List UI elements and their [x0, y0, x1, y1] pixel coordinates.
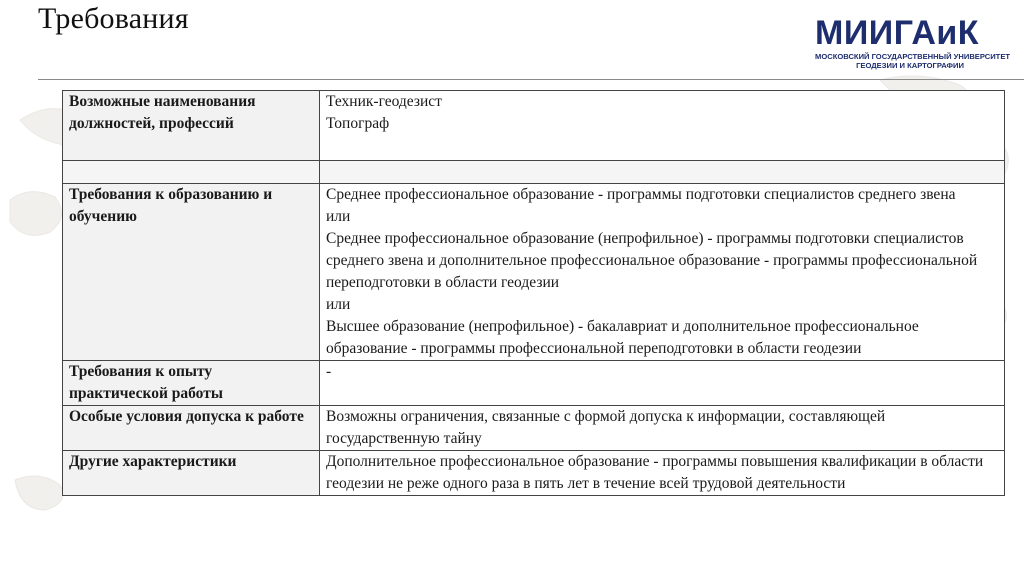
value-line: или [326, 208, 351, 225]
table-row [63, 361, 1005, 406]
logo-subtitle-line-1: МОСКОВСКИЙ ГОСУДАРСТВЕННЫЙ УНИВЕРСИТЕТ [815, 52, 1011, 61]
logo-subtitle [815, 52, 1011, 70]
value-line: Дополнительное профессиональное образование - программы повышения квалификации в области геодезии не реже одного раза в пять лет в течение всей трудовой деятельности [326, 453, 984, 492]
table-row [63, 451, 1005, 496]
row-label: Другие характеристики [63, 451, 320, 496]
slide-title: Требования [38, 2, 189, 35]
value-line: или [326, 296, 351, 313]
row-label: Требования к образованию и обучению [63, 184, 320, 361]
value-line: Техник-геодезист [326, 93, 442, 110]
value-line: Возможны ограничения, связанные с формой допуска к информации, составляющей государственную тайну [326, 408, 886, 447]
value-line: Высшее образование (непрофильное) - бакалавриат и дополнительное профессиональное образование - программы профессиональной переподготовки в области геодезии [326, 318, 919, 357]
row-value [320, 451, 1005, 496]
row-label: Возможные наименования должностей, профессий [63, 91, 320, 161]
university-logo [815, 14, 1011, 70]
row-value [320, 361, 1005, 406]
value-line: Топограф [326, 115, 390, 132]
logo-subtitle-line-2: ГЕОДЕЗИИ И КАРТОГРАФИИ [856, 61, 964, 70]
value-line: - [326, 363, 332, 380]
table-row [63, 406, 1005, 451]
title-divider [38, 79, 1024, 80]
row-value [320, 406, 1005, 451]
row-value [320, 184, 1005, 361]
row-value [320, 91, 1005, 161]
requirements-table [62, 90, 1005, 496]
value-line: Среднее профессиональное образование - программы подготовки специалистов среднего звена [326, 186, 956, 203]
row-label: Требования к опыту практической работы [63, 361, 320, 406]
value-line: Среднее профессиональное образование (непрофильное) - программы подготовки специалистов среднего звена и дополнительное профессиональное образование - программы профессиональной переподготовки в области геодезии [326, 230, 978, 291]
logo-wordmark: МИИГАиК [815, 14, 980, 52]
separator-row [63, 161, 1005, 184]
table-row [63, 184, 1005, 361]
table-row [63, 91, 1005, 161]
row-label: Особые условия допуска к работе [63, 406, 320, 451]
